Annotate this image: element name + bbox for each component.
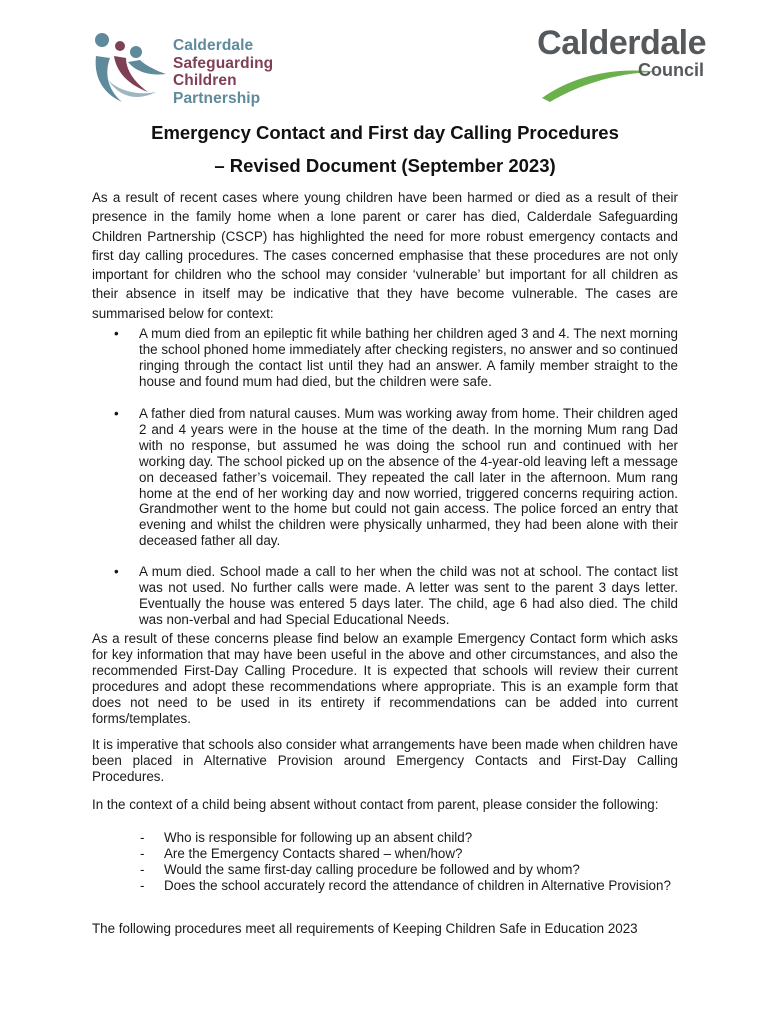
cscp-line-2: Safeguarding xyxy=(173,54,274,72)
list-item xyxy=(140,862,678,878)
question-list xyxy=(140,830,678,894)
dash-icon: - xyxy=(140,862,145,878)
question-text: Who is responsible for following up an absent child? xyxy=(164,830,473,845)
alternative-provision-paragraph: It is imperative that schools also consider what arrangements have been made when children have been placed in Alternative Provision around Emergency Contacts and First-Day Calling Procedures. xyxy=(92,737,678,785)
dash-icon: - xyxy=(140,878,145,894)
bullet-icon: • xyxy=(114,564,119,579)
case-text: A mum died from an epileptic fit while bathing her children aged 3 and 4. The next morning the school phoned home immediately after checking registers, no answer and so continued ringing through the contact list until they had an answer. A family member straight to the house and found mum had died, but the children were safe. xyxy=(139,326,678,389)
council-logo xyxy=(537,24,710,88)
council-sub: Council xyxy=(638,60,704,80)
question-text: Would the same first-day calling procedure be followed and by whom? xyxy=(164,862,580,878)
cscp-line-4: Partnership xyxy=(173,89,261,107)
cscp-wordmark xyxy=(173,37,273,107)
list-item xyxy=(92,564,678,628)
document-subtitle: – Revised Document (September 2023) xyxy=(214,155,556,176)
question-text: Are the Emergency Contacts shared – when/how? xyxy=(164,846,463,862)
case-text: A father died from natural causes. Mum was working away from home. Their children aged 2 and 4 years were in the house at the time of the death. In the morning Mum rang Dad with no response, but assumed he was doing the school run and continued with her working day. The school picked up on the absence of the 4-year-old leaving left a message on deceased father’s voicemail. They repeated the call later in the afternoon. Mum rang home at the end of her working day and now worried, triggered concerns requiring action. Grandmother went to the home but could not gain access. The police forced an entry that evening and whilst the children were physically unharmed, they had been alone with their deceased father all day. xyxy=(139,406,678,549)
case-list xyxy=(92,326,678,626)
list-item xyxy=(140,846,678,862)
list-item xyxy=(92,406,678,549)
council-name: Calderdale xyxy=(537,24,706,62)
kcsie-statement: The following procedures meet all requirements of Keeping Children Safe in Education 2023 xyxy=(92,921,638,936)
concerns-paragraph: As a result of these concerns please find below an example Emergency Contact form which asks for key information that may have been useful in the above and other circumstances, and also the recommended First-Day Calling Procedure. It is expected that schools will review their current procedures and adopt these recommendations where appropriate. This is an example form that does not need to be used in its entirety if recommendations can be added into current forms/templates. xyxy=(92,631,678,727)
cscp-logo xyxy=(92,30,292,106)
cscp-figures-icon xyxy=(92,30,172,106)
cscp-line-1: Calderdale xyxy=(173,37,254,54)
list-item xyxy=(92,326,678,390)
dash-icon: - xyxy=(140,846,145,862)
case-text: A mum died. School made a call to her when the child was not at school. The contact list was not used. No further calls were made. A letter was sent to the parent 3 days letter. Eventually the house was entered 5 days later. The child, age 6 had also died. The child was non-verbal and had Special Educational Needs. xyxy=(139,564,678,627)
intro-paragraph: As a result of recent cases where young children have been harmed or died as a result of their presence in the family home when a lone parent or carer has died, Calderdale Safeguarding Children Partnership (CSCP) has highlighted the need for more robust emergency contacts and first day calling procedures. The cases concerned emphasise that these procedures are not only important for children who the school may consider ‘vulnerable’ but important for all children as their absence in itself may be indicative that they have become vulnerable. The cases are summarised below for context: xyxy=(92,190,678,321)
bullet-icon: • xyxy=(114,326,119,341)
document-title: Emergency Contact and First day Calling Procedures xyxy=(151,122,619,143)
list-item xyxy=(140,878,678,894)
cscp-line-3: Children xyxy=(173,72,237,89)
absence-context-paragraph: In the context of a child being absent without contact from parent, please consider the following: xyxy=(92,797,659,812)
bullet-icon: • xyxy=(114,406,119,421)
question-text: Does the school accurately record the attendance of children in Alternative Provision? xyxy=(164,878,671,894)
dash-icon: - xyxy=(140,830,145,845)
list-item xyxy=(140,830,678,846)
